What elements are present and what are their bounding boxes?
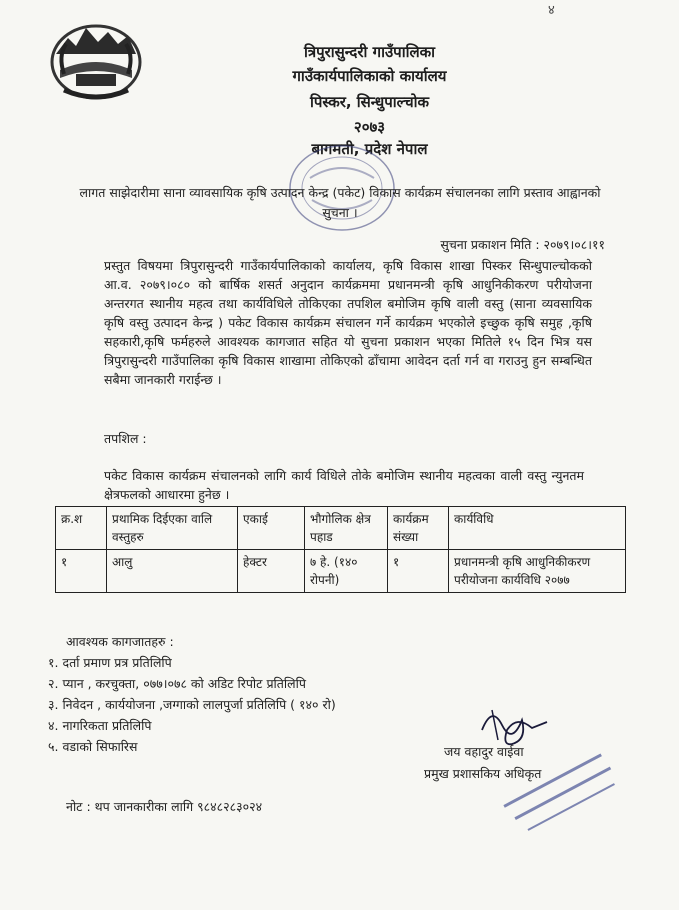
table-cell: आलु bbox=[107, 550, 238, 593]
page-corner-mark: ४ bbox=[548, 3, 555, 18]
table-cell: प्रधानमन्त्री कृषि आधुनिकीकरण परीयोजना कार्यविधि २०७७ bbox=[449, 550, 626, 593]
office-name-line2: गाउँकार्यपालिकाको कार्यालय bbox=[292, 67, 447, 85]
table-header-row bbox=[56, 507, 626, 550]
table-intro-text: पकेट विकास कार्यक्रम संचालनको लागि कार्य विधिले तोके बमोजिम स्थानीय महत्वका वाली वस्तु न्युनतम क्षेत्रफलको आधारमा हुनेछ । bbox=[104, 468, 584, 502]
signatory-title: प्रमुख प्रशासकिय अधिकृत bbox=[424, 766, 542, 781]
table-row bbox=[56, 550, 626, 593]
table-header-cell: एकाई bbox=[238, 507, 305, 550]
table-header-cell: क्र.श bbox=[56, 507, 107, 550]
notice-subject: लागत साझेदारीमा साना व्यावसायिक कृषि उत्पादन केन्द्र (पकेट) विकास कार्यक्रम संचालनका लागि प्रस्ताव आह्वानको सुचना । bbox=[79, 185, 601, 220]
requirements-heading: आवश्यक कागजातहरु : bbox=[66, 634, 174, 649]
office-address: पिस्कर, सिन्धुपाल्चोक bbox=[309, 93, 430, 111]
table-cell: १ bbox=[56, 550, 107, 593]
details-heading: तपशिल : bbox=[104, 431, 147, 446]
list-item: ४. नागरिकता प्रतिलिपि bbox=[48, 718, 152, 733]
program-details-table bbox=[55, 506, 626, 593]
contact-note: नोट : थप जानकारीका लागि ९८४८२८३०२४ bbox=[66, 799, 263, 814]
office-name-line1: त्रिपुरासुन्दरी गाउँपालिका bbox=[303, 43, 436, 61]
table-header-cell: कार्यविधि bbox=[449, 507, 626, 550]
list-item: १. दर्ता प्रमाण प्रत्र प्रतिलिपि bbox=[48, 655, 172, 670]
table-header-cell: कार्यक्रम संख्या bbox=[388, 507, 449, 550]
table-header-cell: भौगोलिक क्षेत्र पहाड bbox=[305, 507, 388, 550]
list-item: ५. वडाको सिफारिस bbox=[48, 739, 138, 754]
office-province: बागमती, प्रदेश नेपाल bbox=[311, 140, 428, 158]
table-cell: हेक्टर bbox=[238, 550, 305, 593]
notice-publication-date: सुचना प्रकाशन मिति : २०७९।०८।११ bbox=[440, 237, 605, 252]
list-item: ३. निवेदन , कार्ययोजना ,जग्गाको लालपुर्जा प्रतिलिपि ( १४० रो) bbox=[48, 697, 336, 712]
table-header-cell: प्रथामिक दिईएका वालि वस्तुहरु bbox=[107, 507, 238, 550]
notice-body-paragraph: प्रस्तुत विषयमा त्रिपुरासुन्दरी गाउँकार्यपालिकाको कार्यालय, कृषि विकास शाखा पिस्कर सिन्धुपाल्चोकको आ.व. २०७९।०८० को बार्षिक शसर्त अनुदान कार्यक्रममा प्रधानमन्त्री कृषि आधुनिकीकरण परीयोजना अन्तरगत स्थानीय महत्व तथा कार्यविधिले तोकिएका तपशिल बमोजिम कृषि वाली वस्तु (साना व्यवसायिक कृषि वस्तु उत्पादन केन्द्र ) पकेट विकास कार्यक्रम संचालन गर्ने कार्यक्रम भएकोले इच्छुक कृषि समुह ,कृषि सहकारी,कृषि फर्महरुले आवश्यक कागजात सहित यो सुचना प्रकाशन भएका मितिले १५ दिन भित्र यस त्रिपुरासुन्दरी गाउँपालिका कृषि विकास शाखामा तोकिएको ढाँचामा आवेदन दर्ता गर्न वा गराउनु हुन सम्बन्धित सबैमा जानकारी गराईन्छ । bbox=[104, 258, 592, 387]
table-cell: ७ हे. (१४० रोपनी) bbox=[305, 550, 388, 593]
list-item: २. प्यान , करचुक्ता, ०७७।०७८ को अडिट रिपोट प्रतिलिपि bbox=[48, 676, 306, 691]
office-year: २०७३ bbox=[353, 118, 386, 136]
signatory-name: जय वहादुर वाईवा bbox=[444, 744, 524, 759]
requirements-list bbox=[48, 652, 336, 757]
table-cell: १ bbox=[388, 550, 449, 593]
